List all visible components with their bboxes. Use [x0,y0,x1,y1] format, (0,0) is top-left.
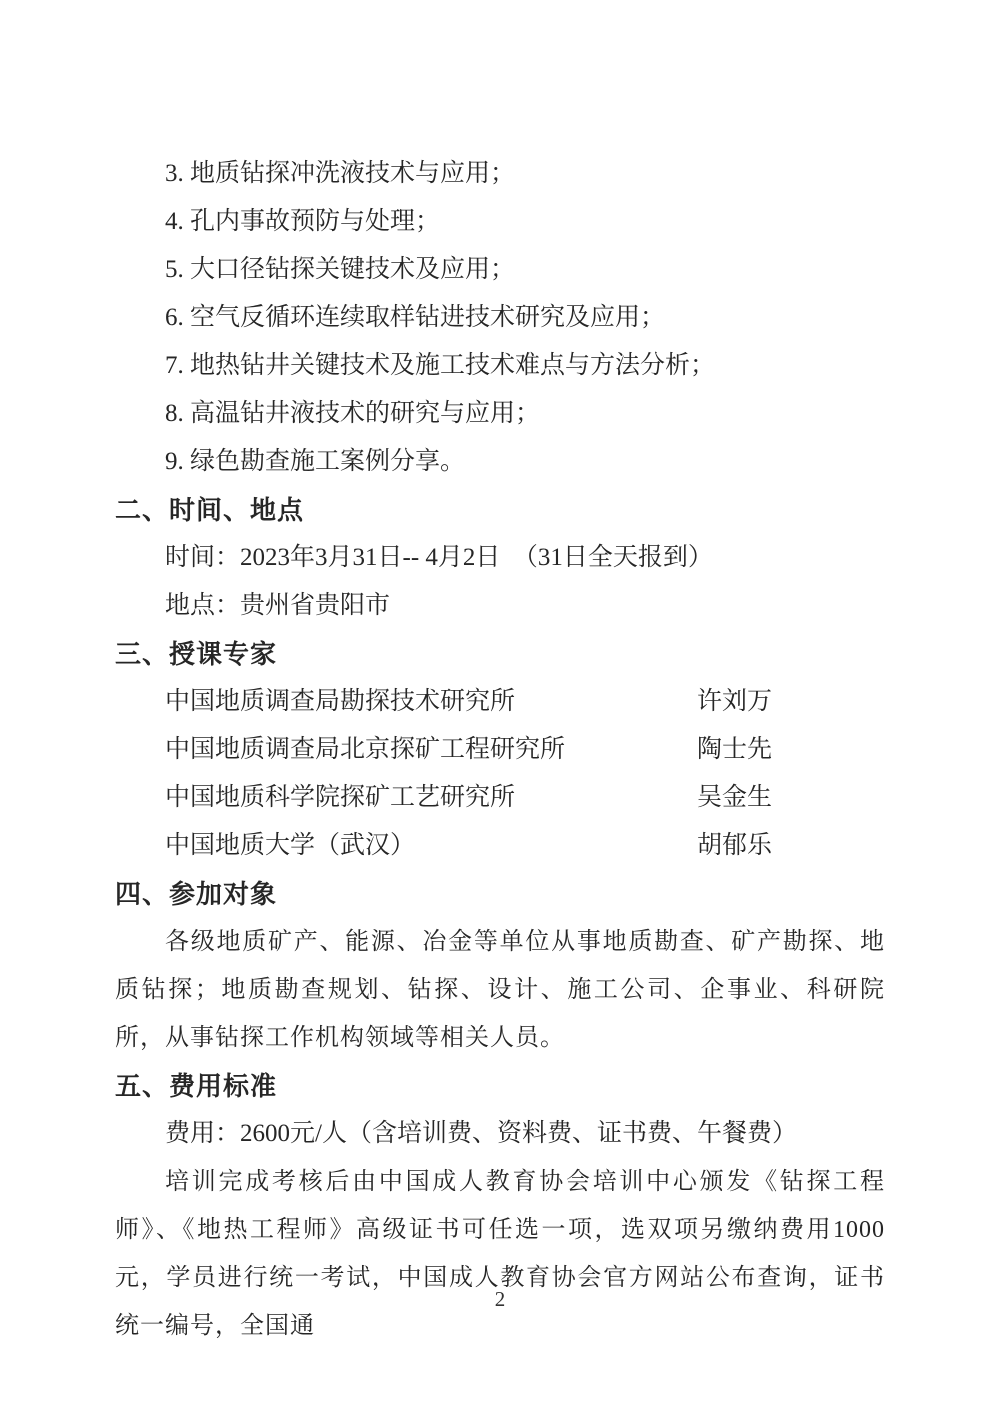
time-line: 时间：2023年3月31日-- 4月2日 （31日全天报到） [165,544,713,571]
expert-org: 中国地质大学（武汉） [165,832,416,859]
expert-org: 中国地质调查局勘探技术研究所 [165,688,516,715]
section-heading-time-place: 二、时间、地点 [115,495,305,525]
expert-name: 吴金生 [697,784,773,811]
section-heading-experts: 三、授课专家 [115,639,278,669]
place-line: 地点：贵州省贵阳市 [165,592,391,619]
expert-name: 陶士先 [697,736,773,763]
topic-item: 7. 地热钻井关键技术及施工技术难点与方法分析； [165,352,716,379]
expert-org: 中国地质科学院探矿工艺研究所 [165,784,516,811]
fee-line: 费用：2600元/人（含培训费、资料费、证书费、午餐费） [165,1120,797,1147]
document-content [115,150,885,1350]
fee-paragraph: 培训完成考核后由中国成人教育协会培训中心颁发《钻探工程师》、《地热工程师》高级证书可任选一项，选双项另缴纳费用1000元，学员进行统一考试，中国成人教育协会官方网站公布查询，证书统一编号，全国通 [115,1169,885,1339]
section-heading-audience: 四、参加对象 [115,879,278,909]
topic-item: 6. 空气反循环连续取样钻进技术研究及应用； [165,304,666,331]
expert-name: 胡郁乐 [697,832,773,859]
page-number: 2 [494,1287,506,1311]
topic-item: 8. 高温钻井液技术的研究与应用； [165,400,541,427]
topic-item: 5. 大口径钻探关键技术及应用； [165,256,516,283]
expert-row [115,774,885,822]
expert-name: 许刘万 [697,688,773,715]
topic-item: 3. 地质钻探冲洗液技术与应用； [165,160,516,187]
section-heading-fee: 五、费用标准 [115,1071,278,1101]
expert-row [115,678,885,726]
expert-row [115,726,885,774]
expert-row [115,822,885,870]
expert-org: 中国地质调查局北京探矿工程研究所 [165,736,566,763]
topic-item: 4. 孔内事故预防与处理； [165,208,441,235]
audience-paragraph: 各级地质矿产、能源、冶金等单位从事地质勘查、矿产勘探、地质钻探；地质勘查规划、钻探、设计、施工公司、企事业、科研院所，从事钻探工作机构领域等相关人员。 [115,929,885,1051]
topic-item: 9. 绿色勘查施工案例分享。 [165,448,466,475]
